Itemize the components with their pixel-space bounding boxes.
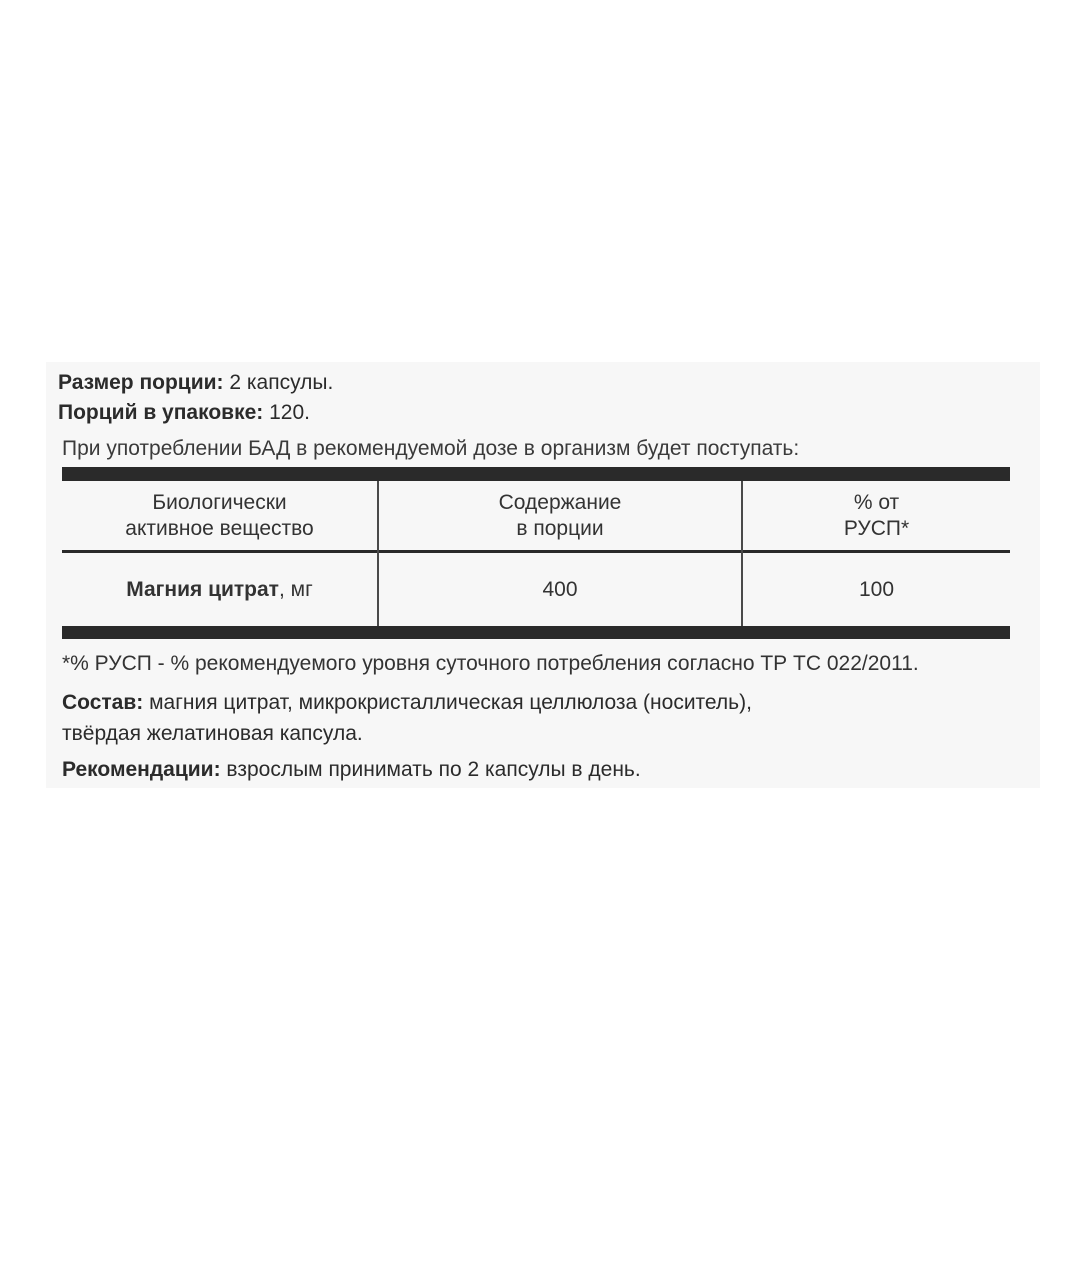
composition-text: магния цитрат, микрокристаллическая целлюлоза (носитель), xyxy=(143,691,752,714)
table-cell-amount: 400 xyxy=(542,577,578,601)
servings-per-pack-value: 120. xyxy=(263,401,310,424)
serving-size xyxy=(58,370,333,396)
header-line: % от xyxy=(853,490,900,514)
table-top-rule xyxy=(62,467,1010,481)
header-line: Биологически xyxy=(152,490,287,514)
table-bottom-rule xyxy=(62,626,1010,639)
composition xyxy=(62,690,752,716)
header-line: РУСП* xyxy=(843,516,910,540)
recommendations-label: Рекомендации: xyxy=(62,758,221,781)
header-line: Содержание xyxy=(498,490,622,514)
substance-unit: , мг xyxy=(278,577,313,601)
table-header-percent xyxy=(743,481,1010,550)
servings-per-pack-label: Порций в упаковке: xyxy=(58,401,264,424)
table-cell-substance xyxy=(62,553,377,626)
serving-size-label: Размер порции: xyxy=(58,371,224,394)
composition-label: Состав: xyxy=(62,691,144,714)
substance-name: Магния цитрат xyxy=(126,577,279,601)
table-cell-percent: 100 xyxy=(858,577,895,601)
serving-size-value: 2 капсулы. xyxy=(223,371,334,394)
recommendations xyxy=(62,757,641,783)
header-line: в порции xyxy=(516,516,604,540)
header-line: активное вещество xyxy=(125,516,314,540)
composition-continued: твёрдая желатиновая капсула. xyxy=(62,722,363,745)
servings-per-pack xyxy=(58,400,310,426)
table-header-amount xyxy=(379,481,741,550)
recommendations-text: взрослым принимать по 2 капсулы в день. xyxy=(220,758,641,781)
table-header-substance xyxy=(62,481,377,550)
footnote: *% РУСП - % рекомендуемого уровня суточного потребления согласно ТР ТС 022/2011. xyxy=(62,652,919,675)
intake-note: При употреблении БАД в рекомендуемой дозе в организм будет поступать: xyxy=(62,437,800,460)
nutrition-table xyxy=(62,467,1010,639)
